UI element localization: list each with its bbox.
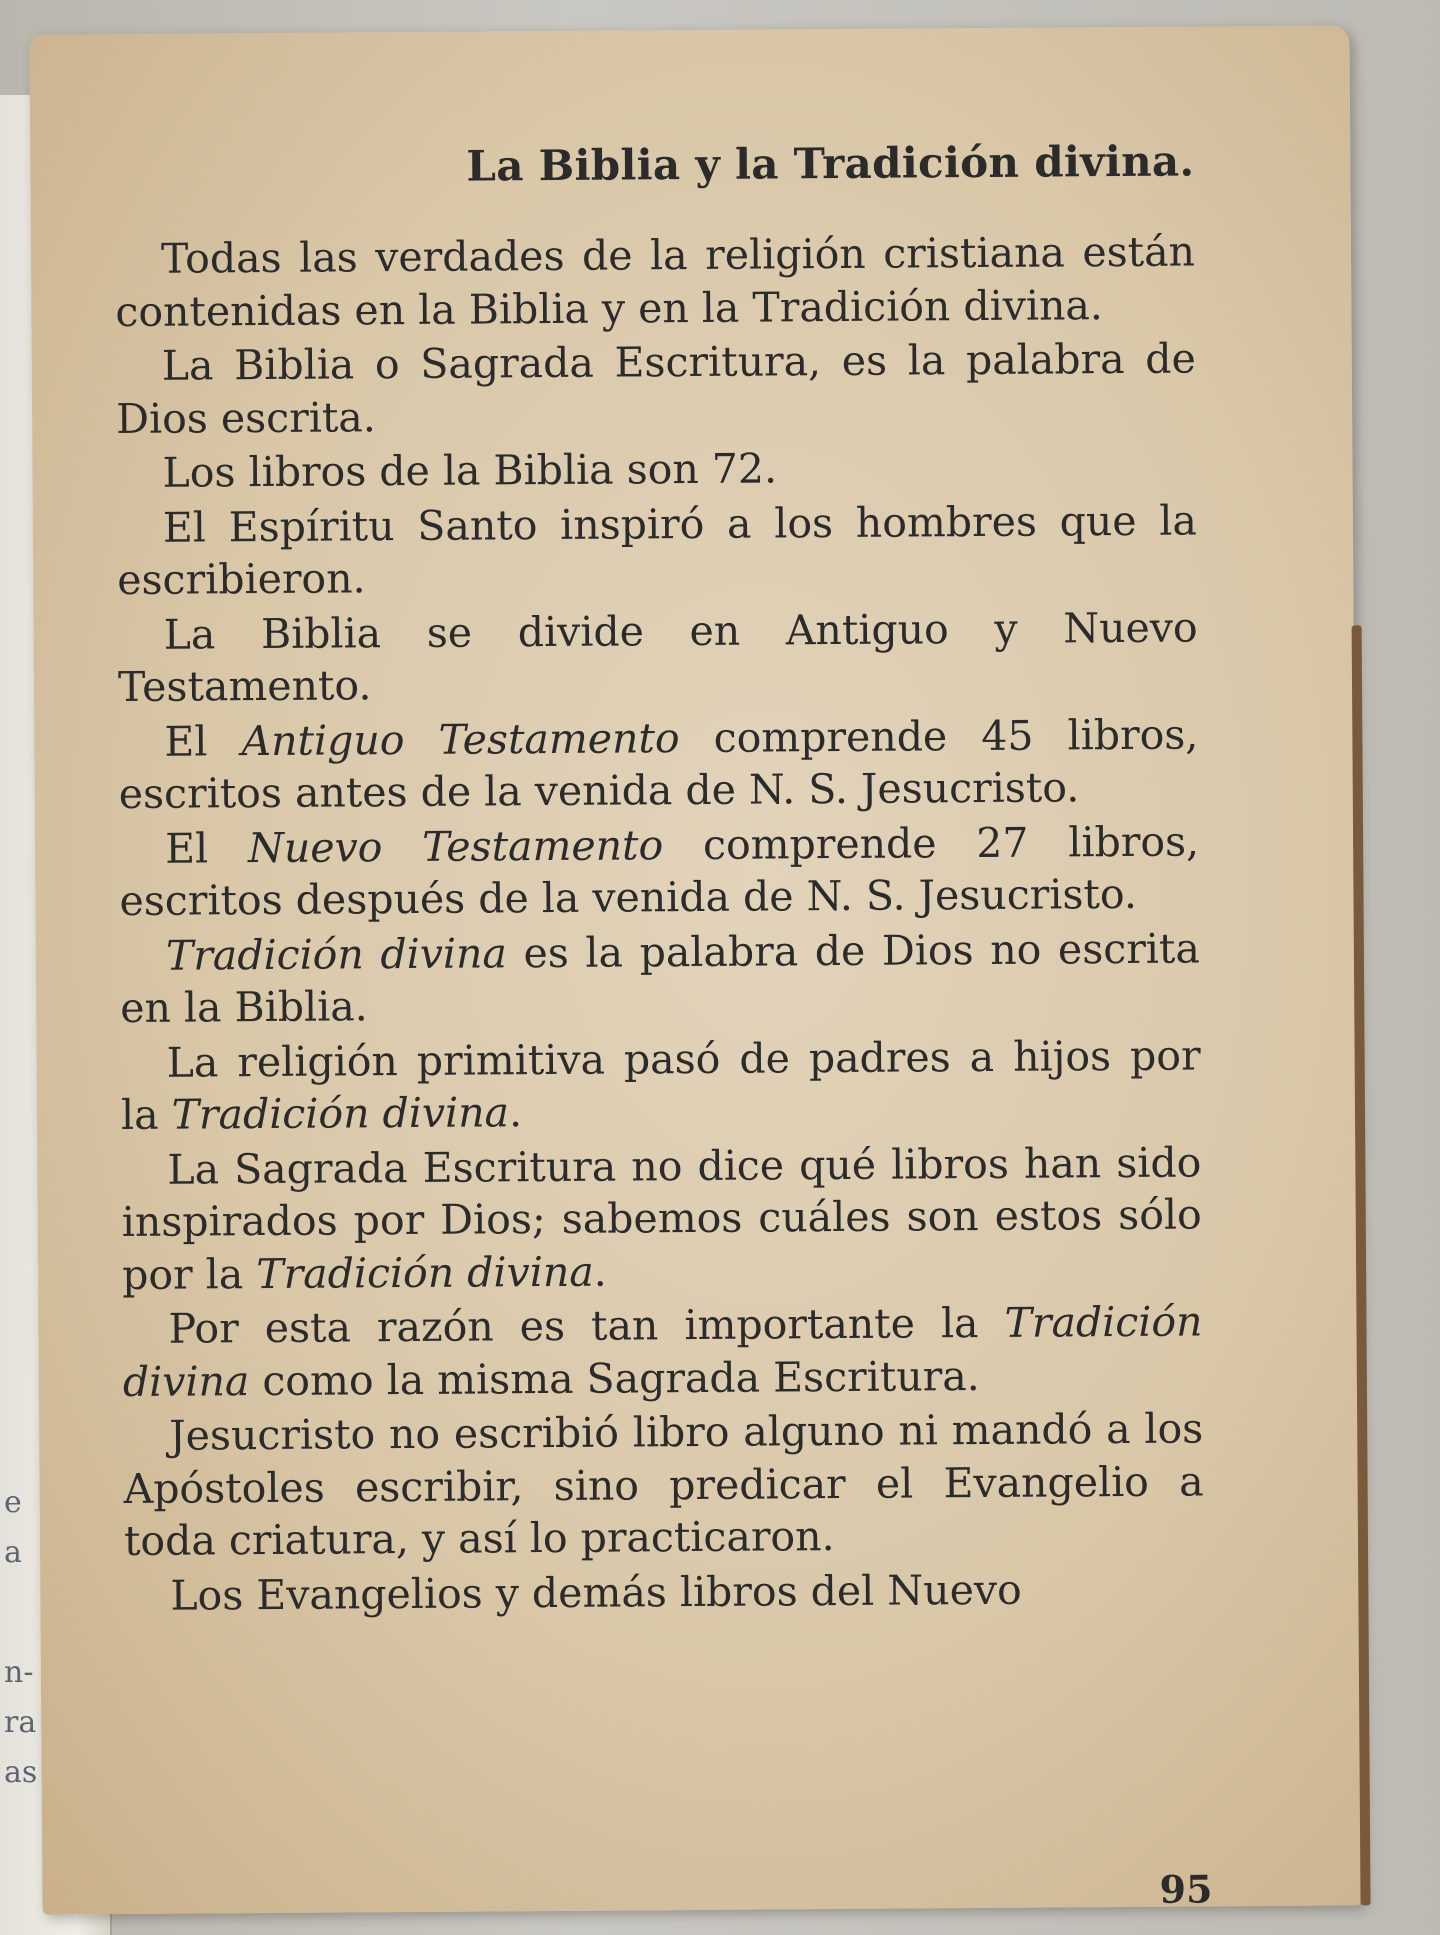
text-run: Por esta razón es tan importante la xyxy=(168,1298,1005,1353)
text-run: . xyxy=(593,1247,607,1296)
paragraph xyxy=(123,1402,1204,1567)
left-page-fragment: as xyxy=(4,1755,38,1790)
page-number: 95 xyxy=(1159,1866,1213,1912)
text-run: Todas las verdades de la religión cristiana están contenidas en la Biblia y en la Tradición divina. xyxy=(115,227,1196,336)
paragraph xyxy=(120,1029,1201,1142)
paragraph xyxy=(115,225,1196,338)
left-page-fragment: ra xyxy=(4,1705,37,1740)
text-run: El xyxy=(164,823,249,873)
italic-phrase: Tradición divina xyxy=(256,1247,594,1298)
paragraph-list xyxy=(115,225,1205,1622)
paragraph xyxy=(116,332,1197,445)
left-page-fragment: e xyxy=(4,1485,22,1520)
text-run: El Espíritu Santo inspiró a los hombres que la escribieron. xyxy=(117,495,1198,605)
text-run: es la palabra de Dios no escrita en la Biblia. xyxy=(120,923,1201,1033)
text-run: comprende 27 libros, escritos después de la venida de N. S. Jesucristo. xyxy=(119,816,1200,926)
left-page-fragment: n- xyxy=(4,1655,34,1690)
italic-phrase: Nuevo Testamento xyxy=(247,820,664,872)
paragraph xyxy=(119,815,1200,928)
italic-phrase: Antiguo Testamento xyxy=(241,713,680,765)
text-run: La Sagrada Escritura no dice qué libros han sido inspirados por Dios; sabemos cuáles son estos sólo por la xyxy=(121,1137,1202,1299)
paragraph xyxy=(124,1562,1204,1622)
paragraph xyxy=(116,439,1196,499)
paragraph xyxy=(121,1136,1202,1301)
page-title: La Biblia y la Tradición divina. xyxy=(466,136,1195,191)
page-text xyxy=(114,137,1204,1625)
page-edge xyxy=(1352,625,1371,1905)
text-run: como la misma Sagrada Escritura. xyxy=(249,1351,980,1405)
text-run: El xyxy=(164,716,242,766)
text-run: La Biblia se divide en Antiguo y Nuevo Testamento. xyxy=(117,602,1198,712)
italic-phrase: Tradición divina xyxy=(122,1297,1203,1406)
paragraph xyxy=(122,1295,1203,1408)
paragraph xyxy=(117,494,1198,607)
text-run: La Biblia o Sagrada Escritura, es la palabra de Dios escrita. xyxy=(115,334,1196,443)
italic-phrase: Tradición divina xyxy=(171,1088,510,1139)
text-run: La religión primitiva pasó de padres a hijos por la xyxy=(120,1030,1201,1140)
paragraph xyxy=(117,601,1198,714)
text-run: Jesucristo no escribió libro alguno ni mandó a los Apóstoles escribir, sino predicar el Evangelio a toda criatura, y así lo practicaron. xyxy=(123,1404,1204,1566)
paragraph xyxy=(120,922,1201,1035)
text-run: . xyxy=(508,1088,523,1137)
italic-phrase: Tradición divina xyxy=(165,928,508,980)
left-page-fragment: a xyxy=(4,1535,22,1570)
book-page xyxy=(29,25,1362,1914)
text-run: Los libros de la Biblia son 72. xyxy=(162,444,778,497)
paragraph xyxy=(118,708,1199,821)
text-run: comprende 45 libros, escritos antes de la venida de N. S. Jesucristo. xyxy=(118,709,1199,819)
text-run: Los Evangelios y demás libros del Nuevo xyxy=(170,1565,1022,1620)
